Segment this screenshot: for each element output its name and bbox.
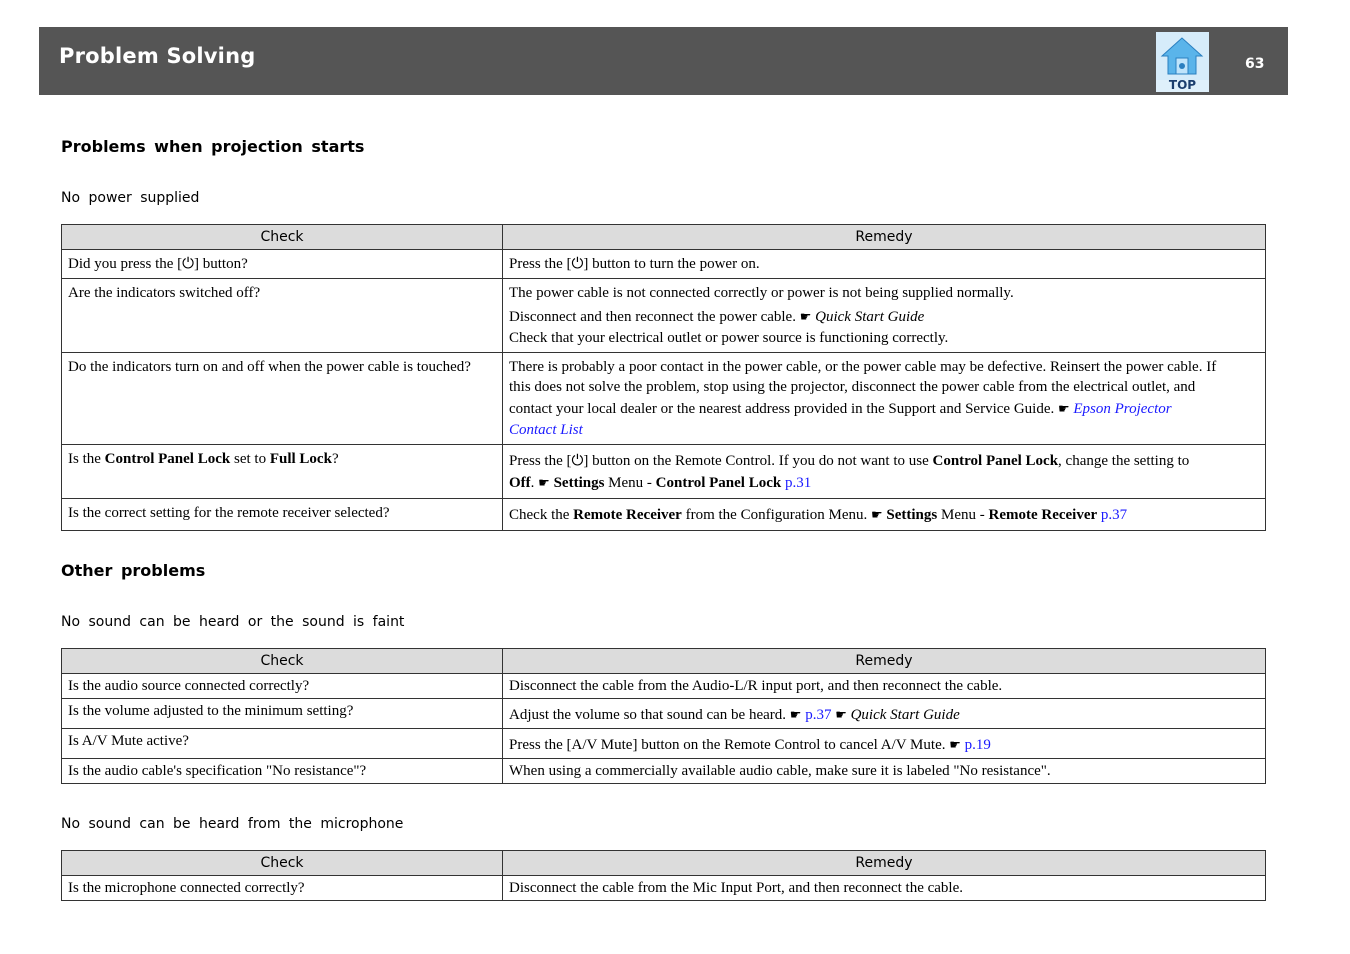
remedy-cell: Check the Remote Receiver from the Configuration Menu. ☛ Settings Menu - Remote Receiver p.37: [503, 499, 1266, 531]
pointer-icon: ☛: [1057, 402, 1070, 417]
remedy-cell: [503, 353, 1266, 445]
check-cell: Is the Control Panel Lock set to Full Lock?: [62, 445, 503, 499]
subhead-no-mic: No sound can be heard from the microphone: [61, 816, 404, 832]
remedy-line: Disconnect and then reconnect the power cable. ☛ Quick Start Guide: [509, 309, 925, 325]
top-label: TOP: [1168, 78, 1197, 92]
remedy-cell: Disconnect the cable from the Mic Input Port, and then reconnect the cable.: [503, 876, 1266, 901]
table-row: [62, 729, 1266, 759]
pointer-icon: ☛: [835, 708, 847, 723]
check-cell: Is the microphone connected correctly?: [62, 876, 503, 901]
col-remedy: Remedy: [503, 225, 1266, 250]
remedy-line: Check that your electrical outlet or power source is functioning correctly.: [509, 330, 949, 346]
remedy-line: There is probably a poor contact in the power cable, or the power cable may be defective. Reinsert the power cable. If: [509, 359, 1217, 375]
top-button[interactable]: [1156, 32, 1209, 92]
remedy-cell: Adjust the volume so that sound can be heard. ☛ p.37 ☛ Quick Start Guide: [503, 699, 1266, 729]
check-cell: Are the indicators switched off?: [62, 279, 503, 353]
subhead-no-power: No power supplied: [61, 190, 200, 206]
page-title: Problem Solving: [59, 44, 256, 68]
col-check: Check: [62, 649, 503, 674]
page-link[interactable]: p.37: [805, 707, 832, 723]
table-row: [62, 353, 1266, 445]
quick-start-guide-ref: Quick Start Guide: [815, 309, 925, 325]
remedy-cell: [503, 279, 1266, 353]
section-title-other: Other problems: [61, 561, 206, 580]
page-link[interactable]: p.19: [964, 737, 991, 753]
col-remedy: Remedy: [503, 649, 1266, 674]
check-cell: Is the volume adjusted to the minimum setting?: [62, 699, 503, 729]
pointer-icon: ☛: [949, 738, 961, 753]
subhead-no-sound: No sound can be heard or the sound is faint: [61, 614, 405, 630]
epson-contact-link[interactable]: Epson Projector: [1073, 401, 1172, 417]
table-header-row: [62, 225, 1266, 250]
epson-contact-link-cont[interactable]: Contact List: [509, 422, 583, 438]
check-cell: Did you press the [⏻] button?: [62, 250, 503, 279]
remedy-line: The power cable is not connected correctly or power is not being supplied normally.: [509, 285, 1014, 301]
table-no-power: [61, 224, 1266, 531]
remedy-line: contact your local dealer or the nearest address provided in the Support and Service Guide. ☛ Epson Projector: [509, 401, 1172, 417]
page-link[interactable]: p.31: [784, 475, 812, 491]
remedy-cell: When using a commercially available audio cable, make sure it is labeled "No resistance".: [503, 759, 1266, 784]
table-header-row: [62, 851, 1266, 876]
check-cell: Is the audio source connected correctly?: [62, 674, 503, 699]
remedy-line: Off. ☛ Settings Menu - Control Panel Lock p.31: [509, 475, 812, 491]
remedy-line: Press the [⏻] button on the Remote Control. If you do not want to use Control Panel Lock, change the setting to: [509, 453, 1190, 469]
table-no-mic: [61, 850, 1266, 901]
check-cell: Do the indicators turn on and off when the power cable is touched?: [62, 353, 503, 445]
quick-start-guide-ref: Quick Start Guide: [850, 707, 960, 723]
col-check: Check: [62, 225, 503, 250]
remedy-line: this does not solve the problem, stop using the projector, disconnect the power cable from the electrical outlet, and: [509, 379, 1196, 395]
table-header-row: [62, 649, 1266, 674]
col-check: Check: [62, 851, 503, 876]
remedy-cell: Disconnect the cable from the Audio-L/R input port, and then reconnect the cable.: [503, 674, 1266, 699]
check-cell: Is A/V Mute active?: [62, 729, 503, 759]
page-header: [39, 27, 1288, 95]
pointer-icon: ☛: [538, 476, 550, 491]
page-number: 63: [1245, 56, 1265, 72]
table-row: [62, 250, 1266, 279]
remedy-cell: Press the [⏻] button to turn the power on.: [503, 250, 1266, 279]
remedy-cell: Press the [A/V Mute] button on the Remote Control to cancel A/V Mute. ☛ p.19: [503, 729, 1266, 759]
table-row: [62, 699, 1266, 729]
table-row: [62, 279, 1266, 353]
check-cell: Is the correct setting for the remote receiver selected?: [62, 499, 503, 531]
remedy-cell: [503, 445, 1266, 499]
pointer-icon: ☛: [789, 708, 802, 723]
pointer-icon: ☛: [870, 508, 883, 523]
table-row: [62, 674, 1266, 699]
section-title-projection: Problems when projection starts: [61, 137, 365, 156]
remedy-line: [509, 420, 1259, 440]
col-remedy: Remedy: [503, 851, 1266, 876]
table-row: [62, 445, 1266, 499]
house-icon: [1156, 32, 1209, 80]
table-no-sound: [61, 648, 1266, 784]
table-row: [62, 499, 1266, 531]
pointer-icon: ☛: [799, 310, 812, 325]
table-row: [62, 876, 1266, 901]
table-row: [62, 759, 1266, 784]
check-cell: Is the audio cable's specification "No resistance"?: [62, 759, 503, 784]
page-link[interactable]: p.37: [1100, 507, 1128, 523]
